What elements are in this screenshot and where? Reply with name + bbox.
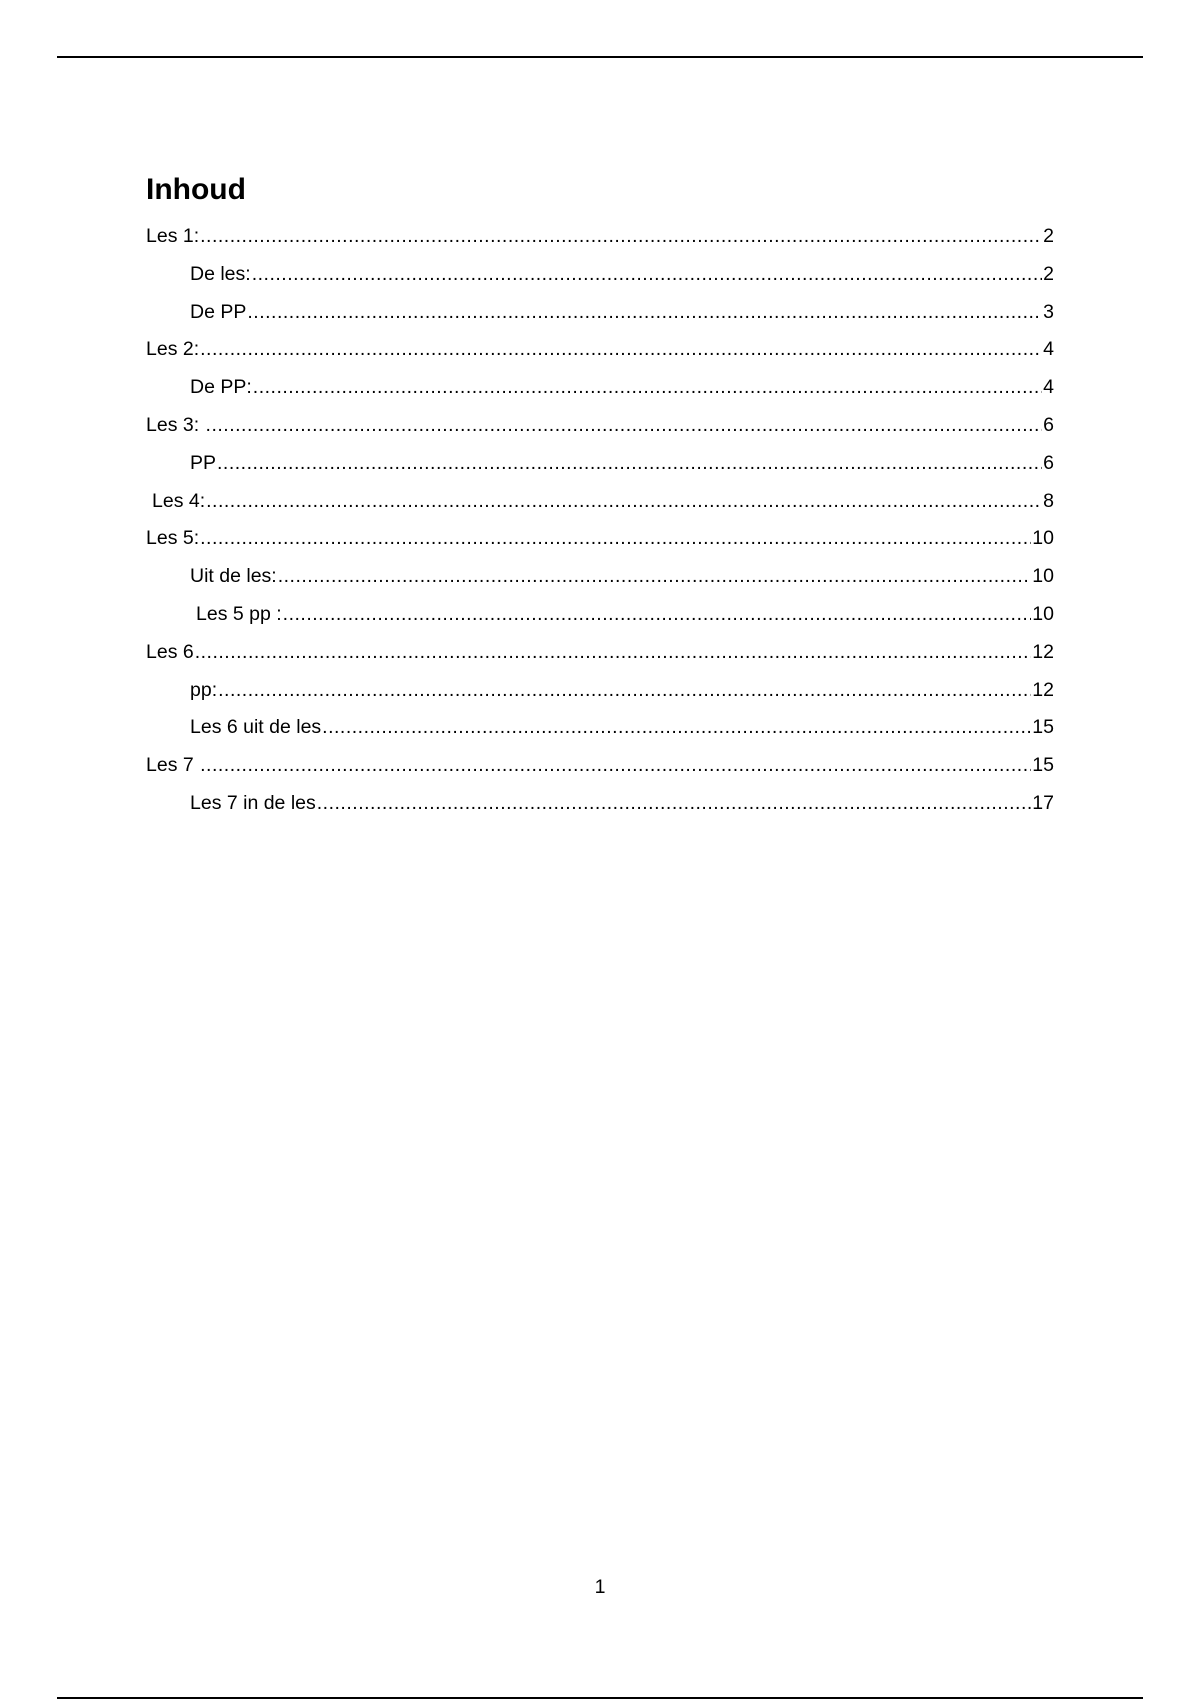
toc-entry-page: 2 [1043,262,1054,285]
dot-leader [252,256,1042,294]
dot-leader [200,218,1042,256]
toc-entry-les-7[interactable] [146,747,1054,785]
table-of-contents [146,168,1054,823]
toc-entry-page: 12 [1032,678,1054,701]
dot-leader [278,558,1032,596]
dot-leader [253,369,1042,407]
toc-entry-page: 2 [1043,225,1054,247]
dot-leader [200,520,1031,558]
toc-entry-label: De PP: [190,376,252,399]
dot-leader [195,634,1032,672]
toc-entry-label: Les 7 in de les [190,791,316,814]
toc-entry-pp-2[interactable] [146,672,1054,710]
toc-entry-label: Les 5: [146,527,200,550]
toc-entry-page: 4 [1043,338,1054,361]
toc-entry-label: Les 5 pp : [196,602,282,625]
toc-entry-page: 10 [1032,527,1054,550]
toc-entry-label: Les 2: [146,338,200,361]
toc-entry-page: 12 [1032,640,1054,663]
toc-entry-page: 10 [1032,565,1054,588]
toc-entry-page: 17 [1032,791,1054,814]
toc-entry-label: Uit de les: [190,565,277,588]
toc-entry-label: De les: [190,262,251,285]
dot-leader [218,672,1031,710]
toc-entry-page: 15 [1032,716,1054,739]
toc-entry-les-3[interactable] [146,407,1054,445]
toc-entry-pp[interactable] [146,445,1054,483]
toc-entry-label: Les 7 [146,754,200,777]
toc-entry-de-pp-2[interactable] [146,369,1054,407]
toc-entry-page: 15 [1032,754,1054,777]
page-number: 1 [594,1576,606,1598]
toc-entry-label: PP [190,451,217,474]
toc-title: Inhoud [146,173,246,206]
header-rule [57,56,1143,58]
toc-entry-les-4[interactable] [146,483,1054,521]
dot-leader [283,596,1032,634]
toc-entry-label: pp: [190,678,218,701]
toc-entry-de-les[interactable] [146,256,1054,294]
toc-entry-label: Les 6 uit de les [190,716,322,739]
toc-entry-les-5[interactable] [146,520,1054,558]
toc-entry-page: 4 [1043,376,1054,399]
dot-leader [317,785,1032,823]
dot-leader [200,747,1031,785]
dot-leader [206,407,1043,445]
toc-entry-uit-de-les[interactable] [146,558,1054,596]
toc-entry-page: 8 [1043,489,1054,512]
toc-entry-page: 3 [1043,300,1054,323]
toc-entry-de-pp[interactable] [146,294,1054,332]
dot-leader [247,294,1042,332]
toc-entry-les-1[interactable] [146,218,1054,256]
dot-leader [217,445,1042,483]
toc-entry-page: 6 [1043,451,1054,474]
dot-leader [200,331,1042,369]
toc-entry-les-6[interactable] [146,634,1054,672]
toc-entry-page: 6 [1043,413,1054,436]
toc-entry-label: De PP [190,300,247,323]
toc-entry-page: 10 [1032,602,1054,625]
footer-rule [57,1697,1143,1699]
toc-entry-les-6-uit-de-les[interactable] [146,709,1054,747]
dot-leader [322,709,1031,747]
toc-entry-label: Les 4: [152,489,206,512]
dot-leader [206,483,1042,521]
toc-entry-label: Les 1: [146,225,200,247]
toc-entry-label: Les 6 [146,640,194,663]
toc-entry-les-2[interactable] [146,331,1054,369]
toc-entry-les-5-pp[interactable] [146,596,1054,634]
toc-entry-label: Les 3: [146,413,205,436]
toc-entry-les-7-in-de-les[interactable] [146,785,1054,823]
